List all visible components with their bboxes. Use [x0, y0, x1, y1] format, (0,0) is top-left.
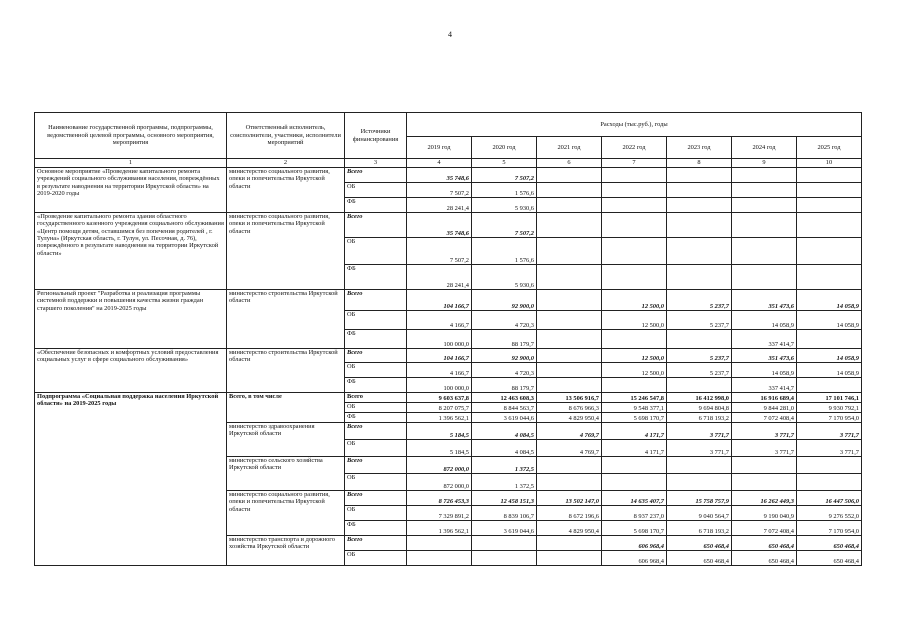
amount-cell: 3 771,7: [667, 440, 732, 457]
amount-cell: [667, 378, 732, 393]
table-row: [35, 168, 862, 183]
amount-cell: [667, 238, 732, 265]
amount-cell: 17 101 746,1: [797, 393, 862, 403]
amount-cell: 1 576,6: [472, 238, 537, 265]
amount-cell: 12 463 608,3: [472, 393, 537, 403]
amount-cell: [537, 363, 602, 378]
amount-cell: [667, 457, 732, 474]
amount-cell: [602, 265, 667, 290]
amount-cell: 3 619 044,6: [472, 521, 537, 536]
amount-cell: 35 748,6: [407, 213, 472, 238]
amount-cell: 28 241,4: [407, 265, 472, 290]
amount-cell: [732, 474, 797, 491]
amount-cell: 16 262 449,3: [732, 491, 797, 506]
amount-cell: 6 718 193,2: [667, 413, 732, 423]
amount-cell: 8 207 075,7: [407, 403, 472, 413]
amount-cell: [667, 474, 732, 491]
amount-cell: 15 246 547,8: [602, 393, 667, 403]
amount-cell: 650 468,4: [797, 536, 862, 551]
amount-cell: 13 502 147,0: [537, 491, 602, 506]
amount-cell: 4 720,3: [472, 363, 537, 378]
amount-cell: 14 058,9: [797, 349, 862, 363]
amount-cell: 9 190 040,9: [732, 506, 797, 521]
amount-cell: 4 166,7: [407, 311, 472, 330]
amount-cell: 15 758 757,9: [667, 491, 732, 506]
amount-cell: 1 396 562,1: [407, 413, 472, 423]
amount-cell: 5 237,7: [667, 349, 732, 363]
funding-source-cell: ОБ: [345, 363, 407, 378]
amount-cell: 7 170 954,0: [797, 413, 862, 423]
amount-cell: 8 844 563,7: [472, 403, 537, 413]
program-name-cell: «Проведение капитального ремонта здания областного государственного казенного учреждения социального обслуживания «Центр помощи детям, оставшимся без попечения родителей , г. Тулуна» (Иркутская область, г. Тулун, ул. Песочная, д. 76), повреждённого в результате наводнения на территории Иркутской области»: [35, 213, 227, 290]
amount-cell: 5 237,7: [667, 363, 732, 378]
amount-cell: 351 473,6: [732, 349, 797, 363]
amount-cell: 3 619 044,6: [472, 413, 537, 423]
executor-cell: министерство социального развития, опеки и попечительства Иркутской области: [227, 213, 345, 290]
amount-cell: [797, 457, 862, 474]
amount-cell: [602, 183, 667, 198]
header-year: 2021 год: [537, 137, 602, 159]
amount-cell: [537, 265, 602, 290]
amount-cell: [537, 378, 602, 393]
amount-cell: [602, 457, 667, 474]
amount-cell: 7 170 954,0: [797, 521, 862, 536]
page-number: 4: [448, 30, 452, 39]
amount-cell: 650 468,4: [667, 551, 732, 566]
column-number: 10: [797, 159, 862, 168]
program-name-cell: Региональный проект "Разработка и реализация программы системной поддержки и повышения качества жизни граждан старшего поколения" на 2019-2025 годы: [35, 290, 227, 349]
funding-source-cell: ОБ: [345, 311, 407, 330]
amount-cell: [537, 198, 602, 213]
column-number: 9: [732, 159, 797, 168]
column-number: 4: [407, 159, 472, 168]
amount-cell: 9 040 564,7: [667, 506, 732, 521]
amount-cell: [667, 198, 732, 213]
table-row: [35, 349, 862, 363]
amount-cell: [537, 213, 602, 238]
expenses-table: [34, 112, 862, 566]
amount-cell: [667, 265, 732, 290]
amount-cell: [537, 330, 602, 349]
executor-cell: министерство социального развития, опеки и попечительства Иркутской области: [227, 491, 345, 536]
amount-cell: 4 720,3: [472, 311, 537, 330]
amount-cell: 3 771,7: [732, 440, 797, 457]
executor-cell: министерство транспорта и дорожного хозяйства Иркутской области: [227, 536, 345, 566]
amount-cell: 8 839 106,7: [472, 506, 537, 521]
funding-source-cell: ФБ: [345, 521, 407, 536]
header-program-name: Наименование государственной программы, подпрограммы, ведомственной целевой программы, основного мероприятия, мероприятия: [35, 113, 227, 159]
amount-cell: [602, 168, 667, 183]
column-number: 1: [35, 159, 227, 168]
amount-cell: 14 635 407,7: [602, 491, 667, 506]
amount-cell: 7 072 408,4: [732, 521, 797, 536]
amount-cell: 7 072 408,4: [732, 413, 797, 423]
amount-cell: [732, 265, 797, 290]
amount-cell: 606 968,4: [602, 551, 667, 566]
amount-cell: 14 058,9: [732, 311, 797, 330]
amount-cell: 9 603 637,8: [407, 393, 472, 403]
amount-cell: 6 718 193,2: [667, 521, 732, 536]
amount-cell: 14 058,9: [732, 363, 797, 378]
amount-cell: 4 084,5: [472, 440, 537, 457]
executor-cell: Всего, в том числе: [227, 393, 345, 423]
amount-cell: 12 500,0: [602, 311, 667, 330]
amount-cell: 1 396 562,1: [407, 521, 472, 536]
amount-cell: 12 500,0: [602, 349, 667, 363]
column-number: 5: [472, 159, 537, 168]
amount-cell: [537, 168, 602, 183]
amount-cell: 14 058,9: [797, 290, 862, 311]
funding-source-cell: Всего: [345, 393, 407, 403]
amount-cell: 9 548 377,1: [602, 403, 667, 413]
column-number: 7: [602, 159, 667, 168]
amount-cell: 4 829 950,4: [537, 521, 602, 536]
amount-cell: 4 769,7: [537, 440, 602, 457]
amount-cell: [602, 378, 667, 393]
amount-cell: 337 414,7: [732, 378, 797, 393]
amount-cell: 5 698 170,7: [602, 413, 667, 423]
amount-cell: [732, 238, 797, 265]
amount-cell: [602, 198, 667, 213]
amount-cell: 104 166,7: [407, 349, 472, 363]
amount-cell: [797, 168, 862, 183]
amount-cell: [732, 168, 797, 183]
amount-cell: 650 468,4: [732, 551, 797, 566]
amount-cell: 7 507,2: [407, 238, 472, 265]
amount-cell: 88 179,7: [472, 330, 537, 349]
amount-cell: 872 000,0: [407, 474, 472, 491]
amount-cell: 5 184,5: [407, 423, 472, 440]
amount-cell: 872 000,0: [407, 457, 472, 474]
amount-cell: [732, 198, 797, 213]
amount-cell: 3 771,7: [667, 423, 732, 440]
amount-cell: 16 916 689,4: [732, 393, 797, 403]
amount-cell: 1 576,6: [472, 183, 537, 198]
amount-cell: 650 468,4: [667, 536, 732, 551]
amount-cell: 4 084,5: [472, 423, 537, 440]
header-numbers-row: [35, 159, 862, 168]
amount-cell: 12 500,0: [602, 363, 667, 378]
amount-cell: 3 771,7: [797, 440, 862, 457]
executor-cell: министерство строительства Иркутской области: [227, 290, 345, 349]
header-year: 2023 год: [667, 137, 732, 159]
executor-cell: министерство социального развития, опеки и попечительства Иркутской области: [227, 168, 345, 213]
table-row: [35, 213, 862, 238]
funding-source-cell: ФБ: [345, 265, 407, 290]
header-year: 2024 год: [732, 137, 797, 159]
amount-cell: [537, 349, 602, 363]
executor-cell: министерство строительства Иркутской области: [227, 349, 345, 393]
amount-cell: 5 930,6: [472, 265, 537, 290]
funding-source-cell: ОБ: [345, 440, 407, 457]
amount-cell: 7 507,2: [472, 168, 537, 183]
funding-source-cell: Всего: [345, 349, 407, 363]
amount-cell: [407, 551, 472, 566]
amount-cell: 5 930,6: [472, 198, 537, 213]
amount-cell: [797, 265, 862, 290]
amount-cell: 8 672 196,6: [537, 506, 602, 521]
amount-cell: 8 726 453,3: [407, 491, 472, 506]
amount-cell: 5 184,5: [407, 440, 472, 457]
amount-cell: [797, 330, 862, 349]
amount-cell: [602, 330, 667, 349]
table-row: [35, 393, 862, 403]
amount-cell: [537, 551, 602, 566]
amount-cell: 104 166,7: [407, 290, 472, 311]
amount-cell: 16 412 998,0: [667, 393, 732, 403]
header-year: 2025 год: [797, 137, 862, 159]
funding-source-cell: ОБ: [345, 403, 407, 413]
amount-cell: [472, 536, 537, 551]
funding-source-cell: Всего: [345, 491, 407, 506]
amount-cell: 13 506 916,7: [537, 393, 602, 403]
amount-cell: [797, 183, 862, 198]
amount-cell: 92 900,0: [472, 290, 537, 311]
amount-cell: [537, 311, 602, 330]
amount-cell: [667, 330, 732, 349]
amount-cell: 4 171,7: [602, 423, 667, 440]
amount-cell: [797, 238, 862, 265]
amount-cell: 4 171,7: [602, 440, 667, 457]
amount-cell: 14 058,9: [797, 311, 862, 330]
column-number: 3: [345, 159, 407, 168]
amount-cell: 1 372,5: [472, 457, 537, 474]
amount-cell: 351 473,6: [732, 290, 797, 311]
program-name-cell: Основное мероприятие «Проведение капитального ремонта учреждений социального обслуживания населения, повреждённых в результате наводнения на территории Иркутской области» на 2019-2020 годы: [35, 168, 227, 213]
amount-cell: 9 276 552,0: [797, 506, 862, 521]
column-number: 6: [537, 159, 602, 168]
amount-cell: [732, 213, 797, 238]
amount-cell: [732, 457, 797, 474]
header-funding-source: Источники финансирования: [345, 113, 407, 159]
header-expenses: Расходы (тыс.руб.), годы: [407, 113, 862, 137]
amount-cell: 1 372,5: [472, 474, 537, 491]
amount-cell: [797, 213, 862, 238]
column-number: 8: [667, 159, 732, 168]
amount-cell: 9 930 792,1: [797, 403, 862, 413]
funding-source-cell: ОБ: [345, 474, 407, 491]
amount-cell: 88 179,7: [472, 378, 537, 393]
header-year: 2019 год: [407, 137, 472, 159]
amount-cell: 650 468,4: [732, 536, 797, 551]
amount-cell: 12 500,0: [602, 290, 667, 311]
amount-cell: 35 748,6: [407, 168, 472, 183]
funding-source-cell: ФБ: [345, 378, 407, 393]
header-executor: Ответственный исполнитель, соисполнители, участники, исполнители мероприятий: [227, 113, 345, 159]
program-name-cell: «Обеспечение безопасных и комфортных условий предоставления социальных услуг в сфере социального обслуживания»: [35, 349, 227, 393]
funding-source-cell: Всего: [345, 168, 407, 183]
amount-cell: 12 458 151,3: [472, 491, 537, 506]
funding-source-cell: Всего: [345, 213, 407, 238]
amount-cell: 5 237,7: [667, 311, 732, 330]
funding-source-cell: ОБ: [345, 183, 407, 198]
amount-cell: [602, 474, 667, 491]
funding-source-cell: Всего: [345, 423, 407, 440]
amount-cell: 4 769,7: [537, 423, 602, 440]
amount-cell: [537, 474, 602, 491]
amount-cell: 3 771,7: [797, 423, 862, 440]
amount-cell: 9 844 281,0: [732, 403, 797, 413]
amount-cell: 5 237,7: [667, 290, 732, 311]
amount-cell: [537, 238, 602, 265]
amount-cell: [797, 198, 862, 213]
table-body: [35, 168, 862, 566]
amount-cell: [602, 238, 667, 265]
amount-cell: 100 000,0: [407, 330, 472, 349]
funding-source-cell: ОБ: [345, 551, 407, 566]
amount-cell: [667, 168, 732, 183]
amount-cell: 3 771,7: [732, 423, 797, 440]
amount-cell: 8 676 966,3: [537, 403, 602, 413]
funding-source-cell: ФБ: [345, 413, 407, 423]
funding-source-cell: Всего: [345, 290, 407, 311]
amount-cell: 650 468,4: [797, 551, 862, 566]
funding-source-cell: ОБ: [345, 238, 407, 265]
amount-cell: [537, 290, 602, 311]
amount-cell: 7 507,2: [472, 213, 537, 238]
amount-cell: [797, 378, 862, 393]
amount-cell: 4 829 950,4: [537, 413, 602, 423]
amount-cell: [472, 551, 537, 566]
amount-cell: [732, 183, 797, 198]
amount-cell: 4 166,7: [407, 363, 472, 378]
amount-cell: 7 507,2: [407, 183, 472, 198]
executor-cell: министерство сельского хозяйства Иркутской области: [227, 457, 345, 491]
amount-cell: 7 329 891,2: [407, 506, 472, 521]
amount-cell: 28 241,4: [407, 198, 472, 213]
executor-cell: министерство здравоохранения Иркутской области: [227, 423, 345, 457]
column-number: 2: [227, 159, 345, 168]
funding-source-cell: Всего: [345, 536, 407, 551]
amount-cell: 606 968,4: [602, 536, 667, 551]
funding-source-cell: ФБ: [345, 198, 407, 213]
amount-cell: [667, 183, 732, 198]
amount-cell: [537, 183, 602, 198]
amount-cell: 100 000,0: [407, 378, 472, 393]
table-row: [35, 290, 862, 311]
amount-cell: 92 900,0: [472, 349, 537, 363]
amount-cell: [537, 536, 602, 551]
amount-cell: [407, 536, 472, 551]
amount-cell: [537, 457, 602, 474]
amount-cell: 337 414,7: [732, 330, 797, 349]
program-name-cell: Подпрограмма «Социальная поддержка населения Иркутской области» на 2019-2025 годы: [35, 393, 227, 566]
amount-cell: 16 447 506,0: [797, 491, 862, 506]
amount-cell: 9 694 804,8: [667, 403, 732, 413]
amount-cell: 14 058,9: [797, 363, 862, 378]
amount-cell: 5 698 170,7: [602, 521, 667, 536]
amount-cell: [797, 474, 862, 491]
funding-source-cell: ОБ: [345, 506, 407, 521]
header-year: 2020 год: [472, 137, 537, 159]
funding-source-cell: Всего: [345, 457, 407, 474]
amount-cell: 8 937 237,0: [602, 506, 667, 521]
funding-source-cell: ФБ: [345, 330, 407, 349]
amount-cell: [602, 213, 667, 238]
header-year: 2022 год: [602, 137, 667, 159]
amount-cell: [667, 213, 732, 238]
